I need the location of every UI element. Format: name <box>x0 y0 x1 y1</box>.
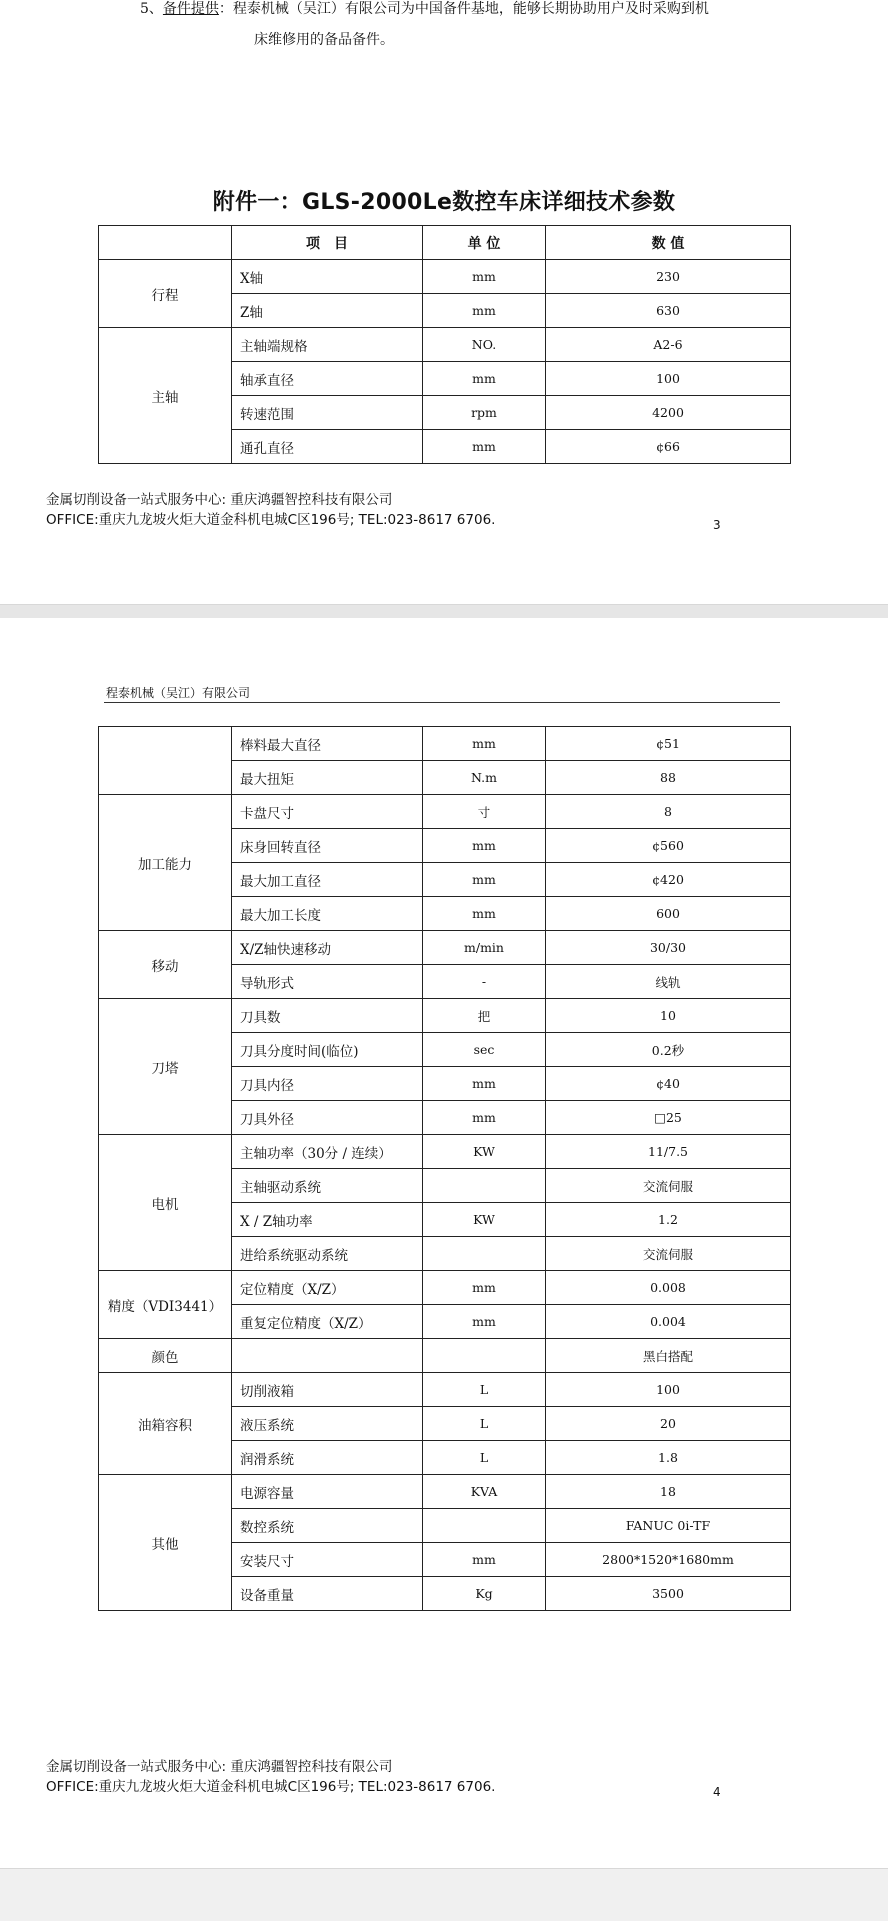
value-cell: 18 <box>546 1475 791 1509</box>
value-cell: 230 <box>546 260 791 294</box>
unit-cell <box>423 1237 546 1271</box>
spec-table-1-body <box>99 260 791 464</box>
item-cell: Z轴 <box>232 294 423 328</box>
value-cell: 0.004 <box>546 1305 791 1339</box>
value-cell: 1.8 <box>546 1441 791 1475</box>
unit-cell: mm <box>423 863 546 897</box>
header-rule <box>104 702 780 703</box>
value-cell: A2-6 <box>546 328 791 362</box>
unit-cell: L <box>423 1407 546 1441</box>
value-cell: 4200 <box>546 396 791 430</box>
header-cell-category <box>99 226 232 260</box>
value-cell: 3500 <box>546 1577 791 1611</box>
table-row <box>99 931 791 965</box>
value-cell: 100 <box>546 1373 791 1407</box>
unit-cell: mm <box>423 1543 546 1577</box>
value-cell: 600 <box>546 897 791 931</box>
item-cell: 最大加工直径 <box>232 863 423 897</box>
unit-cell <box>423 1509 546 1543</box>
unit-cell: NO. <box>423 328 546 362</box>
value-cell: 10 <box>546 999 791 1033</box>
page-separator <box>0 1868 888 1921</box>
unit-cell: L <box>423 1441 546 1475</box>
unit-cell: mm <box>423 260 546 294</box>
spec-table-2-body <box>99 727 791 1611</box>
footer-company: 金属切削设备一站式服务中心: 重庆鸿疆智控科技有限公司 <box>46 492 393 508</box>
unit-cell: mm <box>423 1271 546 1305</box>
unit-cell: mm <box>423 829 546 863</box>
value-cell: 0.008 <box>546 1271 791 1305</box>
value-cell: 1.2 <box>546 1203 791 1237</box>
item-cell: X/Z轴快速移动 <box>232 931 423 965</box>
value-cell: 8 <box>546 795 791 829</box>
value-cell: ¢40 <box>546 1067 791 1101</box>
footer <box>46 1757 495 1797</box>
item-cell: 床身回转直径 <box>232 829 423 863</box>
unit-cell: m/min <box>423 931 546 965</box>
intro-label: 备件提供 <box>162 1 219 17</box>
item-cell: 导轨形式 <box>232 965 423 999</box>
item-cell: 安装尺寸 <box>232 1543 423 1577</box>
value-cell: 100 <box>546 362 791 396</box>
header-cell-item: 项 目 <box>232 226 423 260</box>
intro-line-1 <box>140 0 709 18</box>
intro-text: ：程泰机械（吴江）有限公司为中国备件基地，能够长期协助用户及时采购到机 <box>218 1 709 17</box>
value-cell: 线轨 <box>546 965 791 999</box>
value-cell: 30/30 <box>546 931 791 965</box>
value-cell: 0.2秒 <box>546 1033 791 1067</box>
value-cell: ¢66 <box>546 430 791 464</box>
category-cell: 加工能力 <box>99 795 232 931</box>
unit-cell: - <box>423 965 546 999</box>
item-cell: 刀具外径 <box>232 1101 423 1135</box>
item-cell: 刀具分度时间(临位) <box>232 1033 423 1067</box>
table-row <box>99 260 791 294</box>
item-cell: 刀具内径 <box>232 1067 423 1101</box>
unit-cell: mm <box>423 362 546 396</box>
category-cell: 主轴 <box>99 328 232 464</box>
unit-cell: rpm <box>423 396 546 430</box>
header-cell-unit: 单 位 <box>423 226 546 260</box>
page-number: 3 <box>713 518 721 532</box>
item-cell: 进给系统驱动系统 <box>232 1237 423 1271</box>
item-cell <box>232 1339 423 1373</box>
value-cell: FANUC 0i-TF <box>546 1509 791 1543</box>
item-cell: 刀具数 <box>232 999 423 1033</box>
document-page-3 <box>0 0 888 604</box>
unit-cell: KW <box>423 1135 546 1169</box>
table-row <box>99 1135 791 1169</box>
item-cell: 主轴驱动系统 <box>232 1169 423 1203</box>
footer-company: 金属切削设备一站式服务中心: 重庆鸿疆智控科技有限公司 <box>46 1759 393 1775</box>
item-cell: 液压系统 <box>232 1407 423 1441</box>
item-cell: 最大扭矩 <box>232 761 423 795</box>
page-title: 附件一：GLS-2000Le数控车床详细技术参数 <box>212 190 676 215</box>
unit-cell: mm <box>423 294 546 328</box>
item-cell: 设备重量 <box>232 1577 423 1611</box>
unit-cell: KW <box>423 1203 546 1237</box>
category-cell: 刀塔 <box>99 999 232 1135</box>
unit-cell: mm <box>423 1305 546 1339</box>
category-cell: 油箱容积 <box>99 1373 232 1475</box>
unit-cell: mm <box>423 1101 546 1135</box>
item-cell: 卡盘尺寸 <box>232 795 423 829</box>
item-cell: X轴 <box>232 260 423 294</box>
category-cell: 电机 <box>99 1135 232 1271</box>
page-number: 4 <box>713 1785 721 1799</box>
header-cell-value: 数 值 <box>546 226 791 260</box>
value-cell: ¢560 <box>546 829 791 863</box>
item-cell: 数控系统 <box>232 1509 423 1543</box>
item-cell: 电源容量 <box>232 1475 423 1509</box>
category-cell: 精度（VDI3441） <box>99 1271 232 1339</box>
table-row <box>99 1271 791 1305</box>
table-row <box>99 795 791 829</box>
footer <box>46 490 495 530</box>
unit-cell: sec <box>423 1033 546 1067</box>
item-cell: 轴承直径 <box>232 362 423 396</box>
unit-cell: N.m <box>423 761 546 795</box>
value-cell: 黑白搭配 <box>546 1339 791 1373</box>
item-cell: 切削液箱 <box>232 1373 423 1407</box>
unit-cell: L <box>423 1373 546 1407</box>
value-cell: □25 <box>546 1101 791 1135</box>
table-row <box>99 328 791 362</box>
table-header-row <box>99 226 791 260</box>
unit-cell <box>423 1339 546 1373</box>
page-header: 程泰机械（吴江）有限公司 <box>106 686 251 700</box>
item-cell: 转速范围 <box>232 396 423 430</box>
category-cell: 其他 <box>99 1475 232 1611</box>
item-cell: 通孔直径 <box>232 430 423 464</box>
item-cell: 棒料最大直径 <box>232 727 423 761</box>
item-cell: X / Z轴功率 <box>232 1203 423 1237</box>
footer-address: OFFICE:重庆九龙坡火炬大道金科机电城C区196号; TEL:023-8617 6706. <box>46 512 496 528</box>
unit-cell: 把 <box>423 999 546 1033</box>
value-cell: ¢51 <box>546 727 791 761</box>
table-row <box>99 1339 791 1373</box>
unit-cell: Kg <box>423 1577 546 1611</box>
category-cell <box>99 727 232 795</box>
value-cell: 交流伺服 <box>546 1169 791 1203</box>
category-cell: 移动 <box>99 931 232 999</box>
table-row <box>99 727 791 761</box>
value-cell: 2800*1520*1680mm <box>546 1543 791 1577</box>
unit-cell <box>423 1169 546 1203</box>
unit-cell: mm <box>423 727 546 761</box>
item-cell: 主轴功率（30分 / 连续） <box>232 1135 423 1169</box>
item-cell: 定位精度（X/Z） <box>232 1271 423 1305</box>
value-cell: ¢420 <box>546 863 791 897</box>
table-row <box>99 1475 791 1509</box>
footer-address: OFFICE:重庆九龙坡火炬大道金科机电城C区196号; TEL:023-8617 6706. <box>46 1779 496 1795</box>
unit-cell: mm <box>423 430 546 464</box>
unit-cell: mm <box>423 1067 546 1101</box>
value-cell: 20 <box>546 1407 791 1441</box>
item-cell: 重复定位精度（X/Z） <box>232 1305 423 1339</box>
unit-cell: mm <box>423 897 546 931</box>
item-cell: 主轴端规格 <box>232 328 423 362</box>
value-cell: 630 <box>546 294 791 328</box>
spec-table-1 <box>98 225 791 464</box>
item-cell: 最大加工长度 <box>232 897 423 931</box>
item-cell: 润滑系统 <box>232 1441 423 1475</box>
category-cell: 行程 <box>99 260 232 328</box>
intro-number: 5、 <box>140 1 163 17</box>
value-cell: 11/7.5 <box>546 1135 791 1169</box>
value-cell: 88 <box>546 761 791 795</box>
intro-line-2: 床维修用的备品备件。 <box>254 32 394 48</box>
table-row <box>99 1373 791 1407</box>
unit-cell: KVA <box>423 1475 546 1509</box>
unit-cell: 寸 <box>423 795 546 829</box>
value-cell: 交流伺服 <box>546 1237 791 1271</box>
category-cell: 颜色 <box>99 1339 232 1373</box>
spec-table-2 <box>98 726 791 1611</box>
table-row <box>99 999 791 1033</box>
